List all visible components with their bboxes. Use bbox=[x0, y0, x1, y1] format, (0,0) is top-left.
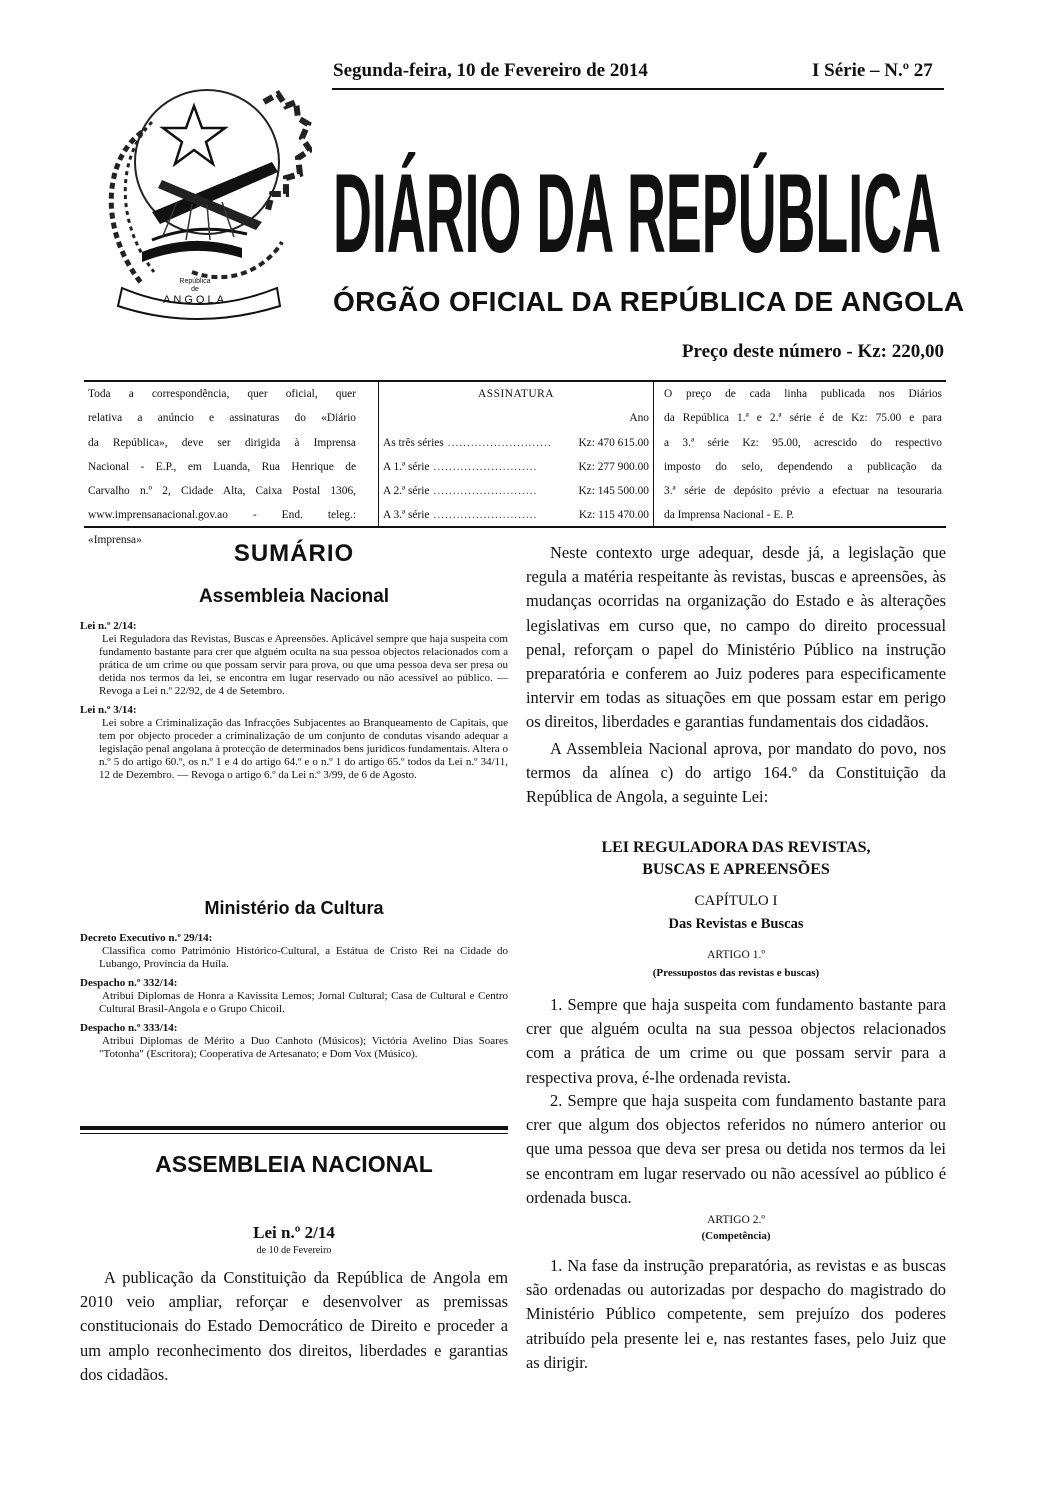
info-box bbox=[84, 380, 946, 546]
pricing-line: a 3.ª série Kz: 95.00, acrescido do respectivo bbox=[664, 436, 942, 449]
article-number: ARTIGO 2.º bbox=[707, 1214, 765, 1226]
article-paragraph: 1. Sempre que haja suspeita com fundamento bastante para crer que alguém oculta na sua pessoa objectos relacionados com a prática de um crime ou que possam servir para a respectiva prova, é-lhe ordenada revista. bbox=[526, 995, 946, 1087]
subscription-value: Kz: 277 900.00 bbox=[578, 460, 649, 473]
notice-line: Nacional - E.P., em Luanda, Rua Henrique de bbox=[88, 460, 356, 473]
subscription-row bbox=[383, 479, 649, 503]
subscription-label: A 2.ª série bbox=[383, 485, 430, 498]
summary-entry bbox=[80, 704, 508, 782]
entry-reference: Despacho n.º 333/14: bbox=[80, 1022, 178, 1034]
entry-description: Atribui Diplomas de Mérito a Duo Canhoto (Músicos); Victória Avelino Dias Soares "Totonha" (Escritora); Cooperativa de Artesanato; e Dom Vox (Músico). bbox=[99, 1035, 508, 1060]
notice-line: www.imprensanacional.gov.ao - End. teleg.: bbox=[88, 509, 356, 522]
subscription-label: A 3.ª série bbox=[383, 509, 430, 522]
chapter-number: CAPÍTULO I bbox=[694, 893, 778, 909]
law-number: Lei n.º 2/14 bbox=[253, 1223, 335, 1242]
summary-section-cultura: Ministério da Cultura bbox=[204, 898, 384, 918]
subscription-row bbox=[383, 431, 649, 455]
leader-dots: ........................... bbox=[433, 509, 538, 522]
subscription-value: Kz: 115 470.00 bbox=[578, 509, 649, 522]
subscription-value: Kz: 145 500.00 bbox=[578, 485, 649, 498]
section-divider-thick bbox=[80, 1126, 508, 1130]
emblem-label-mid: de bbox=[191, 286, 199, 293]
summary-title: SUMÁRIO bbox=[233, 540, 355, 567]
entry-description: Lei sobre a Criminalização das Infracções Subjacentes ao Branqueamento de Capitais, que tem por objecto proceder a criminalização de um conjunto de condutas visando adequar a legislação penal angolana à protecção de determinados bens jurídicos fundamentais. Altera o n.º 5 do artigo 60.º, os n.º 1 e 4 do artigo 64.º e o n.º 1 do artigo 65.º todos da Lei n.º 34/11, 12 de Dezembro. — Revoga o artigo 6.º da Lei n.º 3/99, de 6 de Agosto. bbox=[99, 717, 508, 781]
summary-entries-cultura bbox=[80, 932, 508, 1061]
subscription-label: A 1.ª série bbox=[383, 460, 430, 473]
emblem-label-top: República bbox=[179, 278, 211, 285]
emblem-label bbox=[120, 278, 270, 306]
subscription-value: Kz: 470 615.00 bbox=[578, 436, 649, 449]
chapter-title: Das Revistas e Buscas bbox=[668, 916, 804, 932]
notice-line: relativa a anúncio e assinaturas do «Diário bbox=[88, 412, 356, 425]
entry-reference: Decreto Executivo n.º 29/14: bbox=[80, 932, 213, 944]
law-date: de 10 de Fevereiro bbox=[256, 1245, 332, 1256]
summary-entry bbox=[80, 932, 508, 971]
summary-entry bbox=[80, 977, 508, 1016]
preamble-paragraph: A publicação da Constituição da República de Angola em 2010 veio ampliar, reforçar e desenvolver as premissas constitucionais do Estado Democrático de Direito e proceder a um amplo reconhecimento dos direitos, liberdades e garantias dos cidadãos. bbox=[80, 1268, 508, 1384]
subscription-period: Ano bbox=[629, 412, 649, 425]
pricing-line: da República 1.ª e 2.ª série é de Kz: 75.00 e para bbox=[664, 412, 942, 425]
leader-dots: ........................... bbox=[433, 485, 538, 498]
enactment-paragraph: A Assembleia Nacional aprova, por mandato do povo, nos termos da alínea c) do artigo 164.º da Constituição da República de Angola, a seguinte Lei: bbox=[526, 739, 946, 807]
article-paragraph: 1. Na fase da instrução preparatória, as revistas e as buscas são ordenadas ou autorizadas por despacho do magistrado do Ministério Público competente, sem prejuízo dos poderes atribuído pela presente lei e, nas restantes fases, pelo Juiz que as dirigir. bbox=[526, 1256, 946, 1372]
preamble-paragraph: Neste contexto urge adequar, desde já, a legislação que regula a matéria respeitante às revistas, buscas e apreensões, às mudanças ocorridas na organização do Estado e às alterações legislativas em curso que, no campo do direito processual penal, reforçam o papel do Ministério Público na instrução preparatória e conferem ao Juiz poderes para especificamente intervir em todas as situações em que possam estar em perigo os direitos, liberdades e garantias fundamentais dos cidadãos. bbox=[526, 543, 946, 732]
subscription-row bbox=[383, 503, 649, 527]
article-number: ARTIGO 1.º bbox=[707, 949, 765, 961]
summary-entry bbox=[80, 620, 508, 698]
pricing-line: 3.ª série de depósito prévio a efectuar na tesouraria bbox=[664, 485, 942, 498]
entry-description: Atribui Diplomas de Honra a Kavissita Lemos; Jornal Cultural; Casa de Cultural e Centro Cultural Brasil-Angola e o Grupo Chicoil. bbox=[99, 990, 508, 1015]
emblem-label-bottom: ANGOLA bbox=[163, 294, 227, 306]
masthead-subtitle: ÓRGÃO OFICIAL DA REPÚBLICA DE ANGOLA bbox=[333, 286, 965, 317]
pricing-line: O preço de cada linha publicada nos Diários bbox=[664, 388, 942, 400]
entry-description: Classifica como Património Histórico-Cultural, a Estátua de Cristo Rei na Cidade do Lubango, Província da Huíla. bbox=[99, 945, 508, 970]
law-title bbox=[526, 837, 946, 881]
entry-description: Lei Reguladora das Revistas, Buscas e Apreensões. Aplicável sempre que haja suspeita com fundamento bastante para crer que alguém oculta na sua pessoa objectos relacionados com a prática de um crime ou que possam servir para prova, ou que uma pessoa deva ser presa ou detida nos termos da lei, se encontra em lugar reservado ou não acessível ao público. — Revoga a Lei n.º 22/92, de 4 de Setembro. bbox=[99, 633, 508, 697]
pricing-line: imposto do selo, dependendo a publicação da bbox=[664, 460, 942, 473]
article-paragraph: 2. Sempre que haja suspeita com fundamento bastante para crer que algum dos objectos referidos no número anterior ou que uma pessoa que deva ser presa ou detida nos termos da lei se encontram em lugar reservado ou não acessível ao público é ordenada busca. bbox=[526, 1091, 946, 1207]
summary-entry bbox=[80, 1022, 508, 1061]
masthead-title bbox=[333, 106, 945, 276]
leader-dots: ........................... bbox=[447, 436, 552, 449]
leader-dots: ........................... bbox=[433, 460, 538, 473]
subscription-title: ASSINATURA bbox=[478, 388, 554, 400]
article-title: (Pressupostos das revistas e buscas) bbox=[652, 967, 820, 979]
article-title: (Competência) bbox=[701, 1230, 771, 1242]
law-title-line: BUSCAS E APREENSÕES bbox=[642, 861, 830, 878]
entry-reference: Despacho n.º 332/14: bbox=[80, 977, 178, 989]
issue-date: Segunda-feira, 10 de Fevereiro de 2014 bbox=[333, 60, 648, 81]
notice-line: Carvalho n.º 2, Cidade Alta, Caixa Postal 1306, bbox=[88, 485, 356, 498]
masthead-title-text: DIÁRIO DA REPÚBLICA bbox=[333, 151, 941, 276]
header-rule bbox=[332, 88, 944, 90]
pricing-notice bbox=[654, 382, 946, 526]
summary-section-assembleia: Assembleia Nacional bbox=[198, 586, 390, 607]
assembleia-heading: ASSEMBLEIA NACIONAL bbox=[155, 1151, 433, 1177]
issue-price: Preço deste número - Kz: 220,00 bbox=[681, 341, 944, 362]
notice-line: «Imprensa» bbox=[88, 533, 142, 546]
issue-series: I Série – N.º 27 bbox=[812, 60, 933, 81]
correspondence-notice bbox=[84, 382, 362, 546]
notice-line: Toda a correspondência, quer oficial, quer bbox=[88, 388, 356, 400]
section-divider-thin bbox=[80, 1133, 508, 1134]
summary-entries-assembleia bbox=[80, 620, 508, 782]
entry-reference: Lei n.º 2/14: bbox=[80, 620, 137, 632]
notice-line: da República», deve ser dirigida à Imprensa bbox=[88, 436, 356, 449]
pricing-line: da Imprensa Nacional - E. P. bbox=[664, 509, 795, 522]
law-title-line: LEI REGULADORA DAS REVISTAS, bbox=[601, 839, 871, 856]
subscription-row bbox=[383, 455, 649, 479]
subscription-label: As três séries bbox=[383, 436, 444, 449]
entry-reference: Lei n.º 3/14: bbox=[80, 704, 137, 716]
subscription-table bbox=[378, 382, 654, 526]
